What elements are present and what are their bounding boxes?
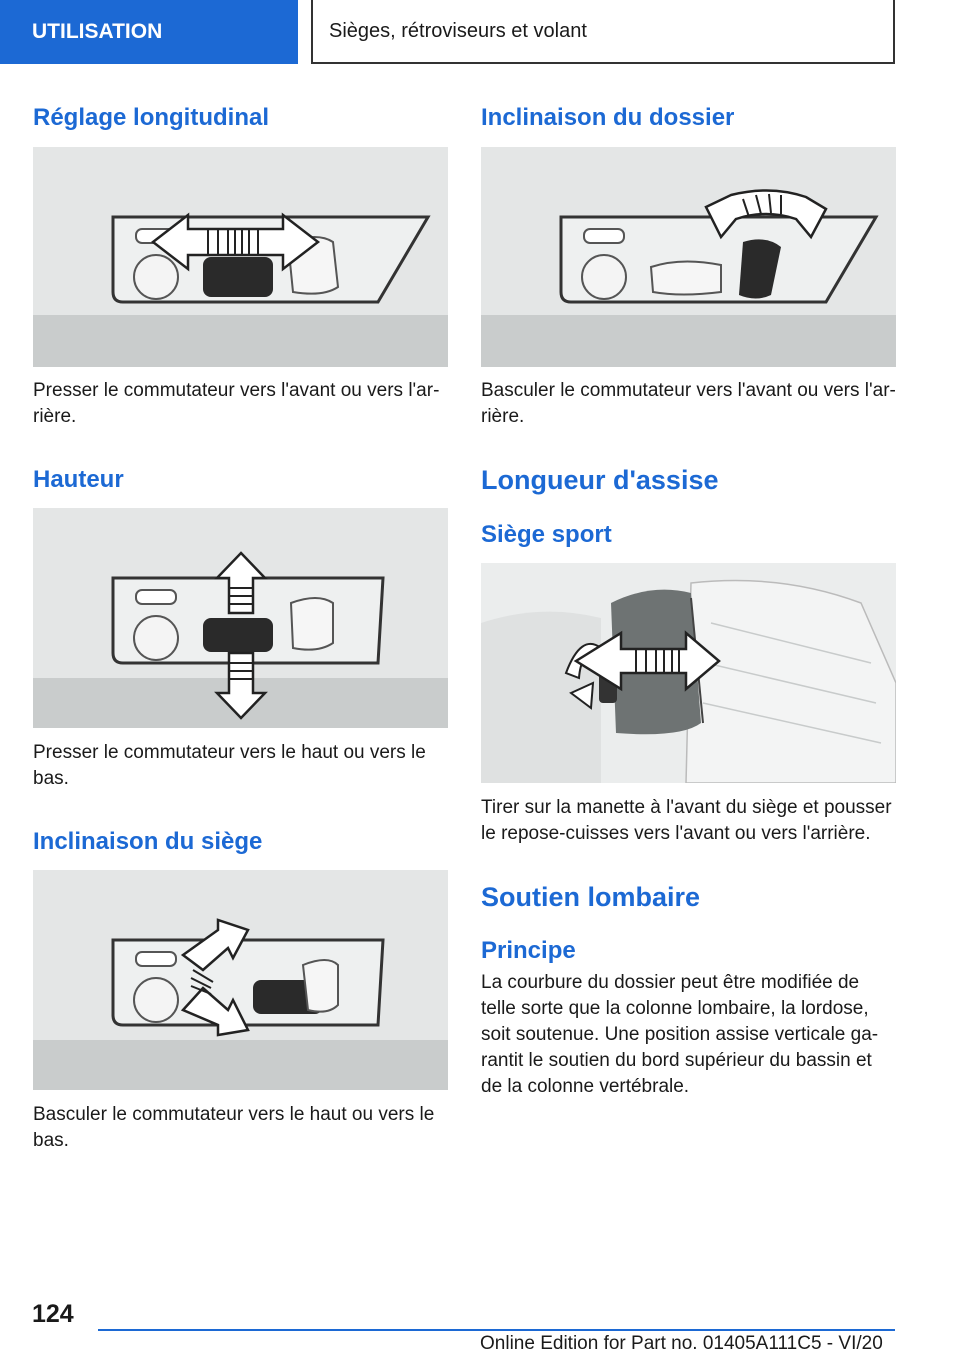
heading-inclinaison-siege: Inclinaison du siège	[33, 828, 263, 855]
text-principe: La courbure du dossier peut être modifiée de telle sorte que la colonne lombaire, la lordose, soit soutenue. Une position assise verticale garantit le soutien du bord supérieur du bassin et de la colonne vertébrale.	[481, 972, 879, 1097]
text-inclinaison-dossier: Basculer le commutateur vers l'avant ou vers l'arrière.	[481, 380, 896, 427]
heading-siege-sport: Siège sport	[481, 521, 612, 548]
header-chapter-title: Sièges, rétroviseurs et volant	[311, 0, 895, 64]
footer-divider	[98, 1329, 895, 1331]
footer-edition-text: Online Edition for Part no. 01405A111C5 - VI/20	[480, 1333, 883, 1354]
figure-sport-seat-thigh-support	[481, 563, 896, 783]
heading-inclinaison-dossier: Inclinaison du dossier	[481, 104, 735, 131]
header-section-tab: UTILISATION	[0, 0, 298, 64]
figure-backrest-tilt	[481, 147, 896, 367]
text-inclinaison-siege: Basculer le commutateur vers le haut ou vers le bas.	[33, 1104, 435, 1151]
figure-seat-tilt	[33, 870, 448, 1090]
figure-longitudinal-adjustment	[33, 147, 448, 367]
figure-height-adjustment	[33, 508, 448, 728]
text-siege-sport: Tirer sur la manette à l'avant du siège et pousser le repose-cuisses vers l'avant ou vers l'arrière.	[481, 797, 892, 844]
text-hauteur: Presser le commutateur vers le haut ou vers le bas.	[33, 742, 426, 789]
heading-soutien-lombaire: Soutien lombaire	[481, 882, 701, 912]
text-longitudinal: Presser le commutateur vers l'avant ou vers l'arrière.	[33, 380, 440, 427]
heading-longueur-assise: Longueur d'assise	[481, 465, 719, 495]
heading-hauteur: Hauteur	[33, 466, 124, 493]
heading-reglage-longitudinal: Réglage longitudinal	[33, 104, 270, 131]
heading-principe: Principe	[481, 937, 576, 964]
page-number: 124	[32, 1300, 74, 1328]
